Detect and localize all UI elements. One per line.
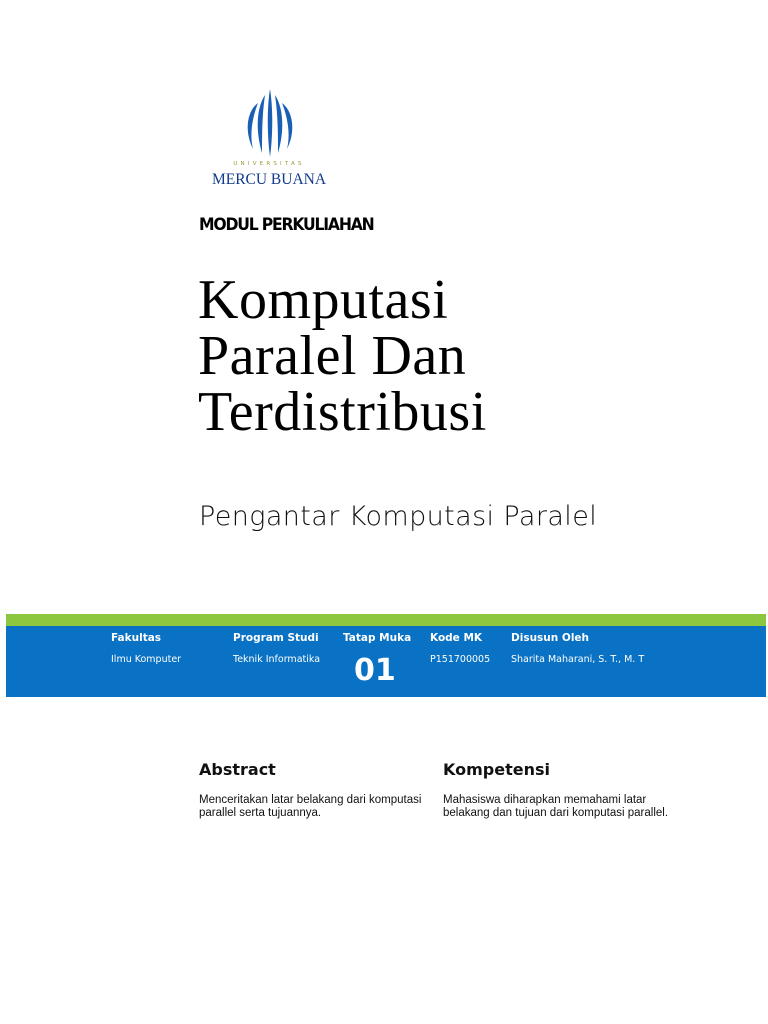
tatap-muka-label: Tatap Muka [343, 632, 412, 644]
disusun-oleh-value: Sharita Maharani, S. T., M. T [511, 654, 645, 665]
disusun-oleh-label: Disusun Oleh [511, 632, 590, 644]
main-title [198, 269, 487, 443]
kode-mk-label: Kode MK [430, 632, 483, 644]
kompetensi-heading: Kompetensi [443, 760, 550, 779]
abstract-heading: Abstract [199, 760, 276, 779]
title-line-1: Komputasi [198, 269, 449, 331]
fakultas-value: Ilmu Komputer [111, 654, 182, 665]
green-divider-bar [6, 614, 766, 626]
program-studi-value: Teknik Informatika [233, 654, 321, 665]
title-line-2: Paralel Dan [198, 325, 467, 387]
subtitle: Pengantar Komputasi Paralel [199, 501, 598, 532]
tatap-muka-value: 01 [354, 653, 396, 688]
program-studi-label: Program Studi [233, 632, 319, 644]
logo-small-text: UNIVERSITAS [233, 161, 305, 167]
university-logo [200, 87, 338, 193]
logo-university-name: MERCU BUANA [211, 171, 327, 188]
title-line-3: Terdistribusi [198, 381, 487, 443]
fakultas-label: Fakultas [111, 632, 162, 644]
kompetensi-text: Mahasiswa diharapkan memahami latar belakang dan tujuan dari komputasi parallel. [443, 794, 669, 819]
flame-logo-icon [200, 87, 338, 163]
kode-mk-value: P151700005 [430, 654, 491, 665]
abstract-text: Menceritakan latar belakang dari komputasi parallel serta tujuannya. [199, 794, 422, 819]
modul-label: MODUL PERKULIAHAN [199, 215, 374, 235]
